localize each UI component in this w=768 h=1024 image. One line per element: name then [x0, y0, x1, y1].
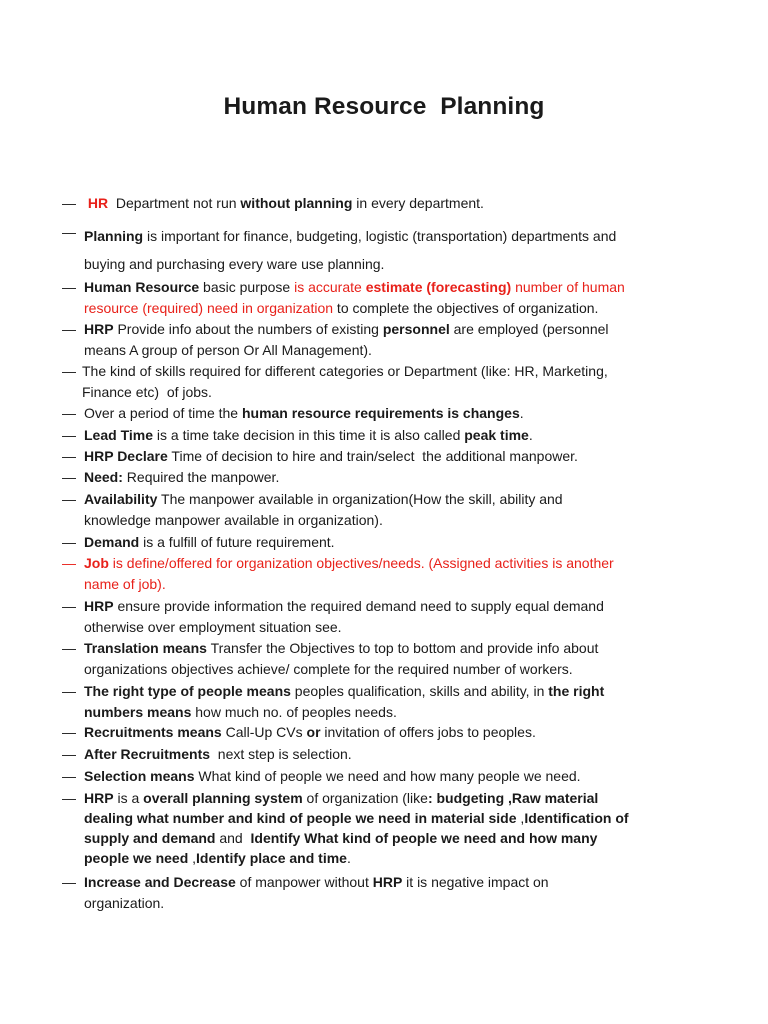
bold-text: the right	[548, 683, 605, 699]
bold-text: or	[306, 724, 321, 740]
text-run: is a time take decision in this time it is also called	[153, 427, 465, 443]
text-run: buying and purchasing every ware use planning.	[84, 256, 385, 272]
text-run: resource (required) need in organization	[84, 300, 334, 316]
bold-text: HRP	[84, 321, 114, 337]
text-line	[84, 446, 724, 467]
bold-text: HRP	[372, 874, 403, 890]
text-line	[84, 319, 724, 340]
dash-bullet: —	[62, 279, 76, 295]
dash-bullet: —	[62, 405, 76, 421]
text-line	[84, 574, 724, 595]
list-item-text	[84, 872, 724, 914]
list-item-text	[84, 722, 724, 743]
dash-bullet: —	[62, 534, 76, 550]
bold-text: human resource requirements is changes	[241, 405, 520, 421]
bold-text: : budgeting ,Raw material	[427, 790, 599, 806]
text-run: ensure provide information the required demand need to supply equal demand	[113, 598, 604, 614]
dash-bullet: —	[62, 598, 76, 614]
text-line	[84, 617, 724, 638]
text-run: peoples qualification, skills and ability, in	[290, 683, 549, 699]
text-run: Call-Up CVs	[221, 724, 307, 740]
list-item-text	[84, 467, 724, 488]
text-run: is a fulfill of future requirement.	[139, 534, 335, 550]
text-line	[84, 681, 724, 702]
text-run: .	[528, 427, 533, 443]
text-run: Department not run	[108, 195, 241, 211]
bold-text: Translation means	[84, 640, 207, 656]
text-run: Time of decision to hire and train/select the additional manpower.	[167, 448, 578, 464]
text-line	[84, 872, 724, 893]
bold-text: without planning	[240, 195, 353, 211]
dash-bullet: —	[62, 683, 76, 699]
text-line	[84, 788, 724, 808]
bold-text: estimate (forecasting)	[365, 279, 512, 295]
bold-text: Lead Time	[84, 427, 153, 443]
list-item-text	[84, 489, 724, 531]
text-run: Transfer the Objectives to top to bottom and provide info about	[206, 640, 599, 656]
text-line	[84, 702, 724, 723]
list-item-text	[84, 446, 724, 467]
dash-bullet: —	[62, 427, 76, 443]
dash-bullet: —	[62, 448, 76, 464]
text-run: is important for finance, budgeting, logistic (transportation) departments and	[143, 228, 617, 244]
list-item-text	[84, 553, 724, 595]
text-run: organization.	[84, 895, 165, 911]
text-run: are employed (personnel	[449, 321, 609, 337]
list-item-text	[84, 788, 724, 868]
dash-bullet: —	[62, 724, 76, 740]
text-run: ,	[188, 850, 197, 866]
dash-bullet: —	[62, 790, 76, 806]
text-line	[84, 340, 724, 361]
text-run: The kind of skills required for different categories or Department (like: HR, Marketing,	[82, 363, 608, 379]
text-run: and	[215, 830, 251, 846]
dash-bullet: —	[62, 469, 76, 485]
bold-text: Identify What kind of people we need and how many	[250, 830, 598, 846]
list-item-text	[84, 532, 724, 553]
text-run: invitation of offers jobs to peoples.	[320, 724, 536, 740]
text-run: ,	[516, 810, 525, 826]
text-line	[84, 722, 724, 743]
text-run: What kind of people we need and how many people we need.	[194, 768, 581, 784]
list-item-text	[84, 425, 724, 446]
bold-text: HR	[87, 195, 109, 211]
text-line	[84, 298, 724, 319]
text-run: in every department.	[352, 195, 484, 211]
dash-bullet: —	[62, 363, 76, 379]
bold-text: HRP	[84, 790, 114, 806]
text-run: Provide info about the numbers of existing	[113, 321, 383, 337]
dash-bullet: —	[62, 640, 76, 656]
dash-bullet: —	[62, 195, 76, 211]
bold-text: Demand	[84, 534, 140, 550]
bold-text: Planning	[84, 228, 144, 244]
text-line	[84, 744, 724, 765]
text-line	[84, 808, 724, 828]
text-line	[84, 222, 724, 250]
list-item-text	[84, 319, 724, 361]
text-run: to complete the objectives of organization.	[333, 300, 599, 316]
text-run: name of job).	[84, 576, 166, 592]
text-run: next step is selection.	[210, 746, 352, 762]
text-run: Over a period of time the	[84, 405, 242, 421]
text-line	[84, 510, 724, 531]
bold-text: The right type of people means	[84, 683, 291, 699]
text-line	[82, 361, 722, 382]
bold-text: personnel	[382, 321, 450, 337]
bold-text: dealing what number and kind of people we need in material side	[84, 810, 517, 826]
list-item-text	[84, 744, 724, 765]
text-line	[84, 467, 724, 488]
text-line	[84, 659, 724, 680]
dash-bullet: —	[62, 746, 76, 762]
list-item-text	[84, 403, 724, 424]
bold-text: supply and demand	[84, 830, 216, 846]
text-run: is accurate	[294, 279, 366, 295]
bold-text: people we need	[84, 850, 189, 866]
bold-text: Selection means	[84, 768, 195, 784]
dash-bullet: —	[62, 768, 76, 784]
text-run: The manpower available in organization(How the skill, ability and	[157, 491, 563, 507]
text-run: is define/offered for organization objectives/needs. (Assigned activities is another	[108, 555, 614, 571]
text-run: .	[519, 405, 524, 421]
text-run: number of human	[511, 279, 625, 295]
text-line	[84, 766, 724, 787]
dash-bullet: —	[62, 874, 76, 890]
text-run: basic purpose	[199, 279, 295, 295]
text-line	[84, 848, 724, 868]
list-item-text	[84, 277, 724, 319]
bold-text: After Recruitments	[84, 746, 211, 762]
page-title: Human Resource Planning	[223, 93, 545, 120]
text-line	[84, 250, 724, 278]
text-run: Required the manpower.	[122, 469, 280, 485]
bold-text: Recruitments means	[84, 724, 222, 740]
text-line	[84, 489, 724, 510]
list-item-text	[84, 681, 724, 723]
text-line	[84, 277, 724, 298]
text-run: otherwise over employment situation see.	[84, 619, 342, 635]
list-item-text	[84, 222, 724, 278]
bold-text: Job	[84, 555, 109, 571]
bold-text: HRP	[84, 598, 114, 614]
text-run: Finance etc) of jobs.	[82, 384, 212, 400]
dash-bullet: —	[62, 555, 76, 571]
text-run: .	[346, 850, 351, 866]
bold-text: Identify place and time	[196, 850, 347, 866]
text-line	[84, 638, 724, 659]
text-run: of organization (like	[302, 790, 428, 806]
text-run: means A group of person Or All Management).	[84, 342, 372, 358]
text-run: is a	[113, 790, 144, 806]
dash-bullet: —	[62, 491, 76, 507]
bold-text: overall planning system	[143, 790, 303, 806]
text-run: of manpower without	[235, 874, 373, 890]
text-line	[84, 553, 724, 574]
text-line	[84, 403, 724, 424]
text-line	[84, 596, 724, 617]
text-line	[82, 382, 722, 403]
dash-bullet: —	[62, 321, 76, 337]
text-run: organizations objectives achieve/ complete for the required number of workers.	[84, 661, 573, 677]
bold-text: Need:	[84, 469, 123, 485]
list-item-text	[84, 596, 724, 638]
bold-text: peak time	[464, 427, 529, 443]
text-run: knowledge manpower available in organization).	[84, 512, 383, 528]
bold-text: Human Resource	[84, 279, 200, 295]
text-line	[84, 532, 724, 553]
text-line	[84, 828, 724, 848]
bold-text: Identification of	[524, 810, 629, 826]
dash-bullet: —	[62, 224, 76, 240]
text-line	[84, 893, 724, 914]
text-run: it is negative impact on	[402, 874, 549, 890]
list-item-text	[84, 638, 724, 680]
text-line	[84, 193, 724, 214]
text-run: how much no. of peoples needs.	[191, 704, 397, 720]
bold-text: Increase and Decrease	[84, 874, 236, 890]
list-item-text	[82, 361, 722, 403]
list-item-text	[84, 193, 724, 214]
bold-text: Availability	[84, 491, 158, 507]
bold-text: numbers means	[84, 704, 192, 720]
text-line	[84, 425, 724, 446]
bold-text: HRP Declare	[84, 448, 168, 464]
list-item-text	[84, 766, 724, 787]
